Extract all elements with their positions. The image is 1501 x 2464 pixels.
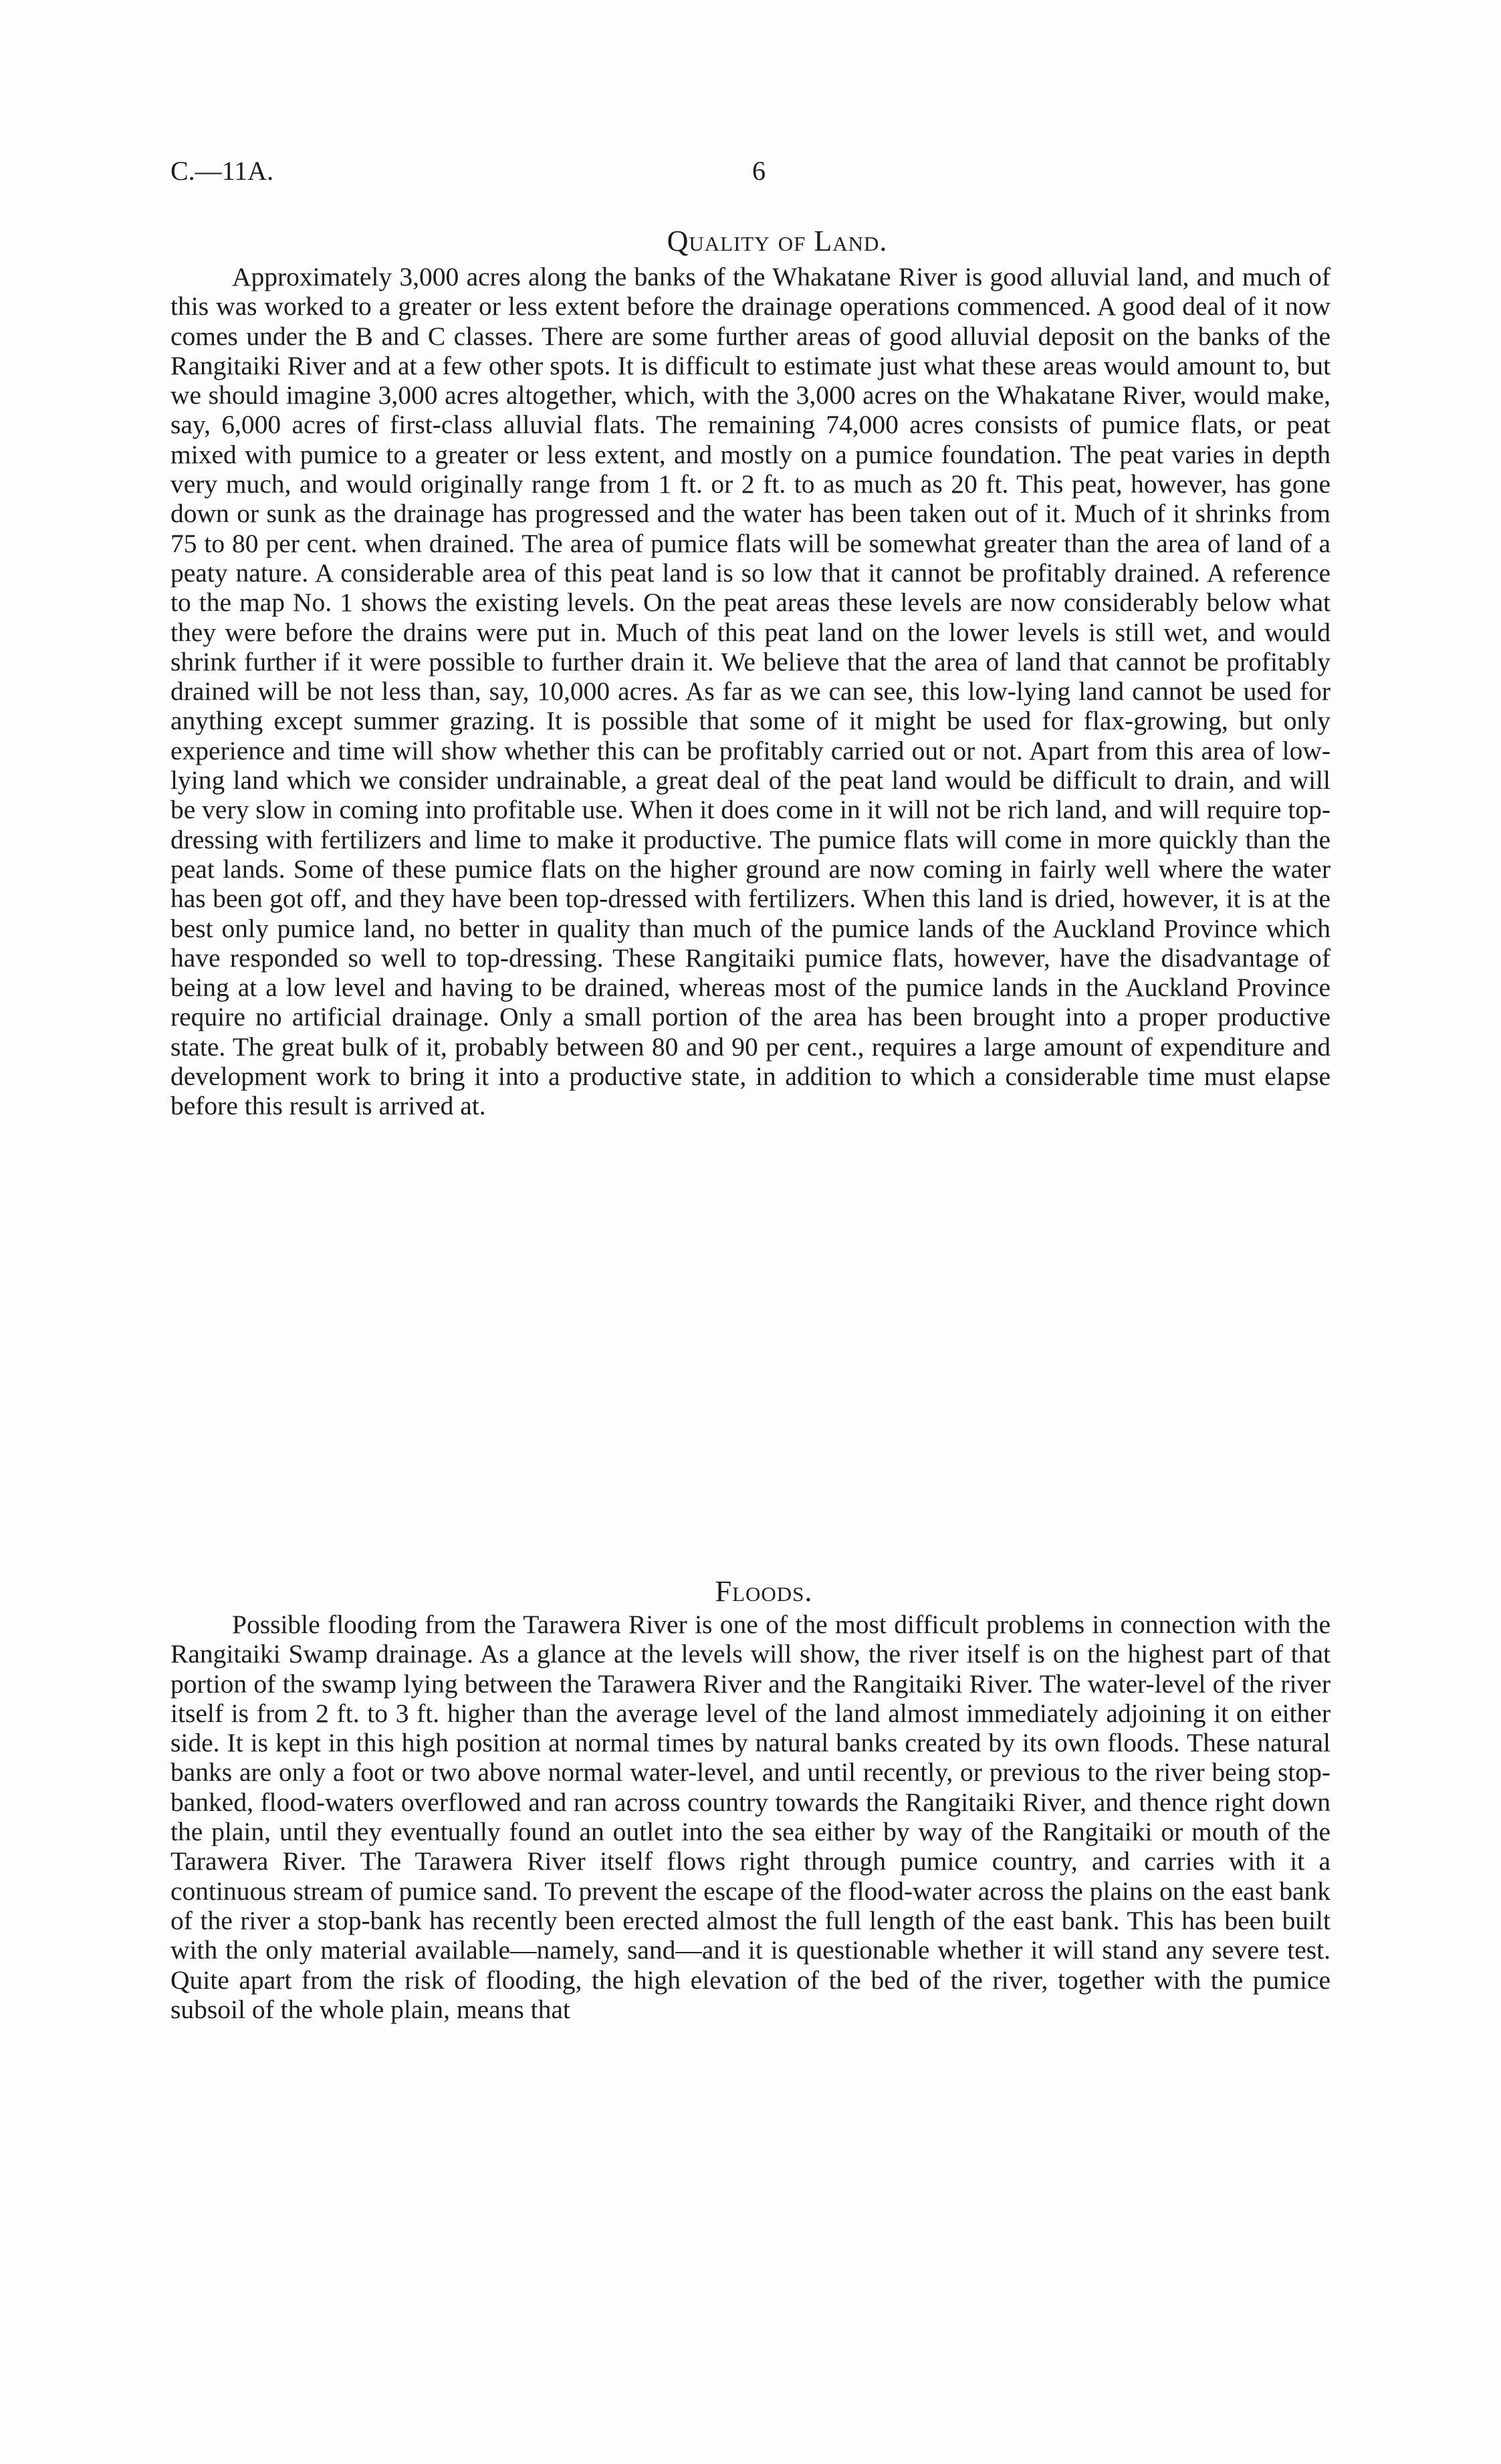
document-id: C.—11A. xyxy=(170,156,274,186)
section-paragraph-quality-of-land: Approximately 3,000 acres along the banks of the Whakatane River is good alluvial land, and much of this was worked to a greater or less extent before the drainage operations commenced. A good deal of it now comes under the B and C classes. There are some further areas of good alluvial deposit on the banks of the Rangitaiki River and at a few other spots. It is difficult to estimate just what these areas would amount to, but we should imagine 3,000 acres altogether, which, with the 3,000 acres on the Whakatane River, would make, say, 6,000 acres of first-class alluvial flats. The remaining 74,000 acres consists of pumice flats, or peat mixed with pumice to a greater or less extent, and mostly on a pumice foundation. The peat varies in depth very much, and would originally range from 1 ft. or 2 ft. to as much as 20 ft. This peat, however, has gone down or sunk as the drainage has progressed and the water has been taken out of it. Much of it shrinks from 75 to 80 per cent. when drained. The area of pumice flats will be somewhat greater than the area of land of a peaty nature. A considerable area of this peat land is so low that it cannot be profitably drained. A reference to the map No. 1 shows the existing levels. On the peat areas these levels are now considerably below what they were before the drains were put in. Much of this peat land on the lower levels is still wet, and would shrink further if it were possible to further drain it. We believe that the area of land that cannot be profitably drained will be not less than, say, 10,000 acres. As far as we can see, this low-lying land cannot be used for anything except summer grazing. It is possible that some of it might be used for flax-growing, but only experience and time will show whether this can be profitably carried out or not. Apart from this area of low-lying land which we consider undrainable, a great deal of the peat land would be difficult to drain, and will be very slow in coming into profitable use. When it does come in it will not be rich land, and will require top-dressing with fertilizers and lime to make it productive. The pumice flats will come in more quickly than the peat lands. Some of these pumice flats on the higher ground are now coming in fairly well where the water has been got off, and they have been top-dressed with fertilizers. When this land is dried, however, it is at the best only pumice land, no better in quality than much of the pumice lands of the Auckland Province which have responded so well to top-dressing. These Rangitaiki pumice flats, however, have the disadvantage of being at a low level and having to be drained, whereas most of the pumice lands in the Auckland Province require no artificial drainage. Only a small portion of the area has been brought into a proper productive state. The great bulk of it, probably between 80 and 90 per cent., requires a large amount of expenditure and development work to bring it into a productive state, in addition to which a considerable time must elapse before this result is arrived at. xyxy=(170,262,1331,1121)
page-number: 6 xyxy=(752,156,766,186)
page-header xyxy=(170,155,1331,195)
section-paragraph-floods: Possible flooding from the Tarawera River is one of the most difficult problems in connection with the Rangitaiki Swamp drainage. As a glance at the levels will show, the river itself is on the highest part of that portion of the swamp lying between the Tarawera River and the Rangitaiki River. The water-level of the river itself is from 2 ft. to 3 ft. higher than the average level of the land almost immediately adjoining it on either side. It is kept in this high position at normal times by natural banks created by its own floods. These natural banks are only a foot or two above normal water-level, and until recently, or previous to the river being stop-banked, flood-waters overflowed and ran across country towards the Rangitaiki River, and thence right down the plain, until they eventually found an outlet into the sea either by way of the Rangitaiki or mouth of the Tarawera River. The Tarawera River itself flows right through pumice country, and carries with it a continuous stream of pumice sand. To prevent the escape of the flood-water across the plains on the east bank of the river a stop-bank has recently been erected almost the full length of the east bank. This has been built with the only material available—namely, sand—and it is questionable whether it will stand any severe test. Quite apart from the risk of flooding, the high elevation of the bed of the river, together with the pumice subsoil of the whole plain, means that xyxy=(170,1610,1331,2024)
section-heading-floods: Floods. xyxy=(715,1575,813,1608)
section-heading-quality-of-land: Quality of Land. xyxy=(667,225,888,257)
